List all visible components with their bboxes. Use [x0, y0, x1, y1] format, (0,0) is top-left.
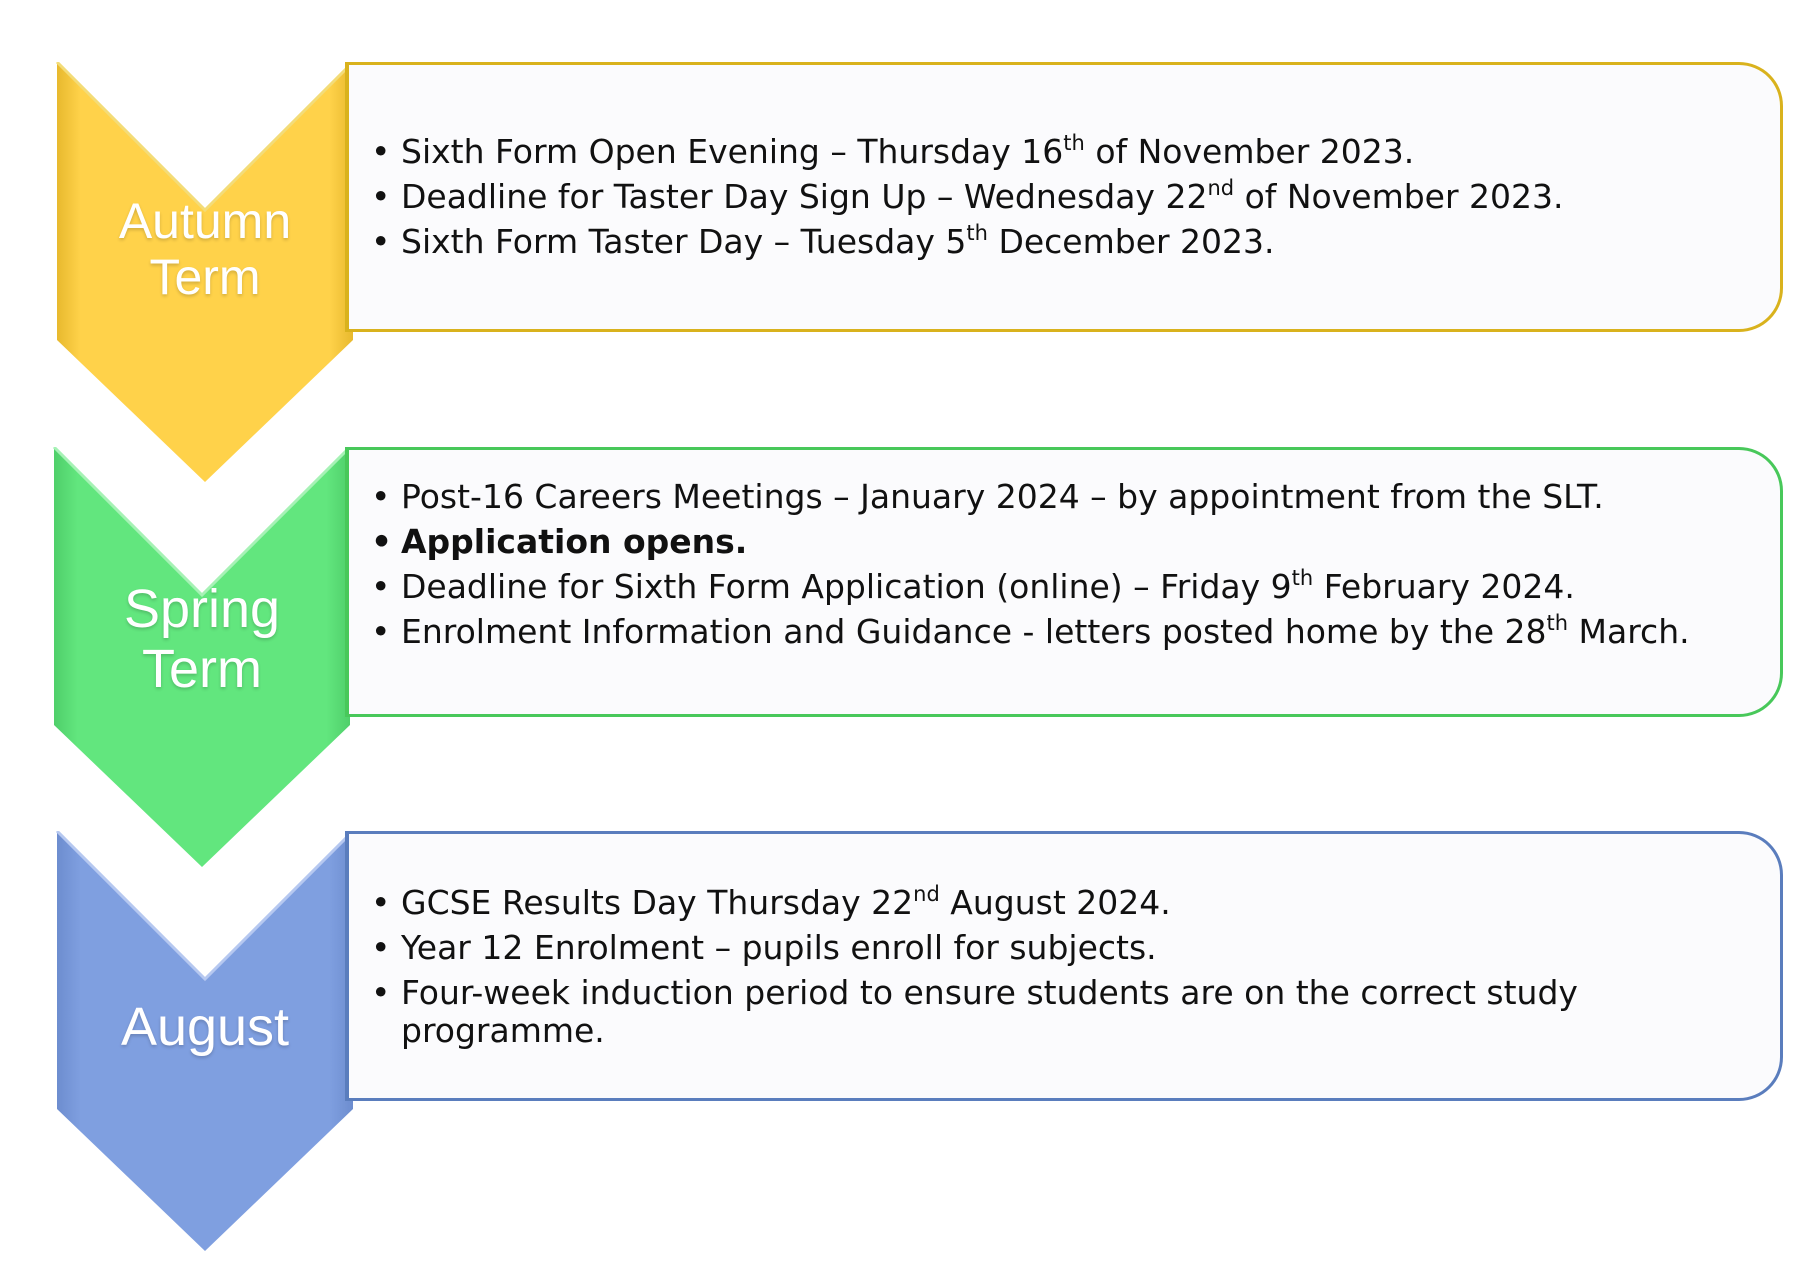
list-item: • Year 12 Enrolment – pupils enroll for subjects.	[371, 929, 1750, 967]
chevron-spring-term	[52, 447, 352, 869]
list-item: • Sixth Form Open Evening – Thursday 16th of November 2023.	[371, 133, 1750, 171]
list-item: • GCSE Results Day Thursday 22nd August 2024.	[371, 884, 1750, 922]
list-item: • Deadline for Taster Day Sign Up – Wednesday 22nd of November 2023.	[371, 178, 1750, 216]
details-card-spring	[345, 447, 1783, 717]
list-item: • Enrolment Information and Guidance - letters posted home by the 28th March.	[371, 613, 1750, 651]
chevron-august	[55, 831, 355, 1253]
list-item: • Application opens.	[371, 523, 1750, 561]
chevron-shape	[52, 447, 352, 869]
chevron-label: Spring Term	[123, 579, 281, 699]
chevron-shape	[55, 831, 355, 1253]
list-item: • Sixth Form Taster Day – Tuesday 5th December 2023.	[371, 223, 1750, 261]
chevron-label: August	[120, 997, 290, 1057]
list-item: • Post-16 Careers Meetings – January 2024 – by appointment from the SLT.	[371, 478, 1750, 516]
chevron-shape	[55, 62, 355, 484]
list-item: • Four-week induction period to ensure students are on the correct study programme.	[371, 974, 1750, 1050]
list-item: • Deadline for Sixth Form Application (online) – Friday 9th February 2024.	[371, 568, 1750, 606]
details-card-autumn	[345, 62, 1783, 332]
details-card-august	[345, 831, 1783, 1101]
chevron-autumn-term	[55, 62, 355, 484]
chevron-label: Autumn Term	[118, 193, 292, 305]
